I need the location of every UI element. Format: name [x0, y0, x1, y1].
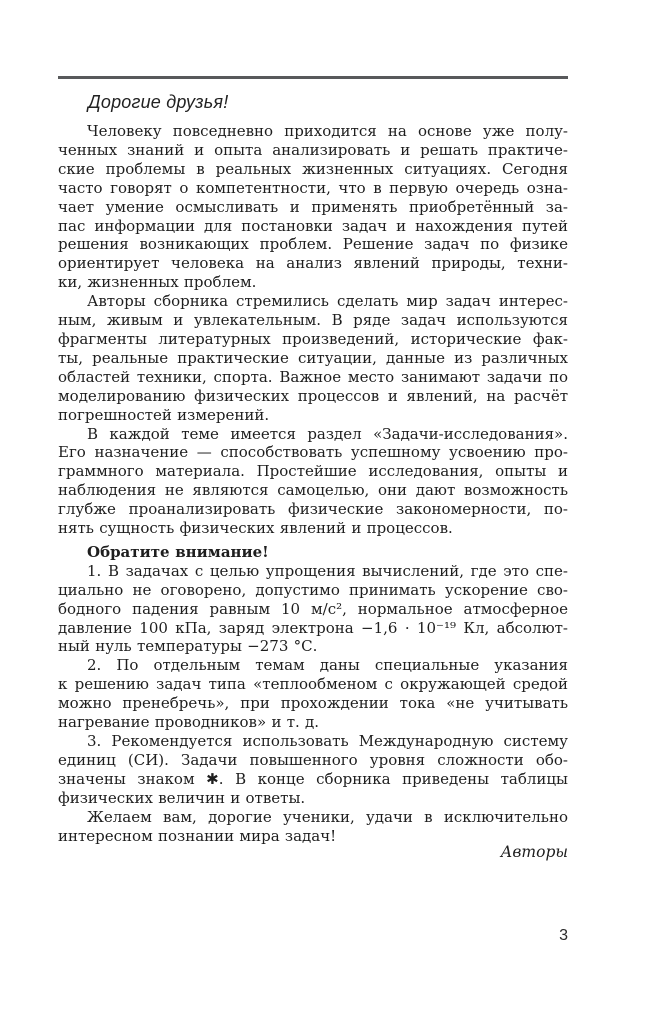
text-line: В каждой теме имеется раздел «Задачи-исследования». — [87, 424, 568, 443]
text-line: циально не оговорено, допустимо принимать ускорение сво- — [58, 580, 568, 599]
note-item-3 — [58, 732, 568, 808]
text-line: областей техники, спорта. Важное место занимают задачи по — [58, 367, 568, 386]
text-line: фрагменты литературных произведений, исторические фак- — [58, 329, 568, 348]
closing-paragraph — [58, 808, 568, 846]
text-line: бодного падения равным 10 м/с², нормальное атмосферное — [58, 599, 568, 618]
text-line: глубже проанализировать физические закономерности, по- — [58, 500, 568, 519]
text-line: 1. В задачах с целью упрощения вычислений, где это спе- — [87, 561, 568, 580]
note-item-1 — [58, 562, 568, 657]
text-line: граммного материала. Простейшие исследования, опыты и — [58, 462, 568, 481]
note-item-2 — [58, 656, 568, 732]
intro-paragraph-2 — [58, 292, 568, 424]
text-line: моделированию физических процессов и явлений, на расчёт — [58, 386, 568, 405]
intro-paragraph-1 — [58, 122, 568, 292]
text-line: физических величин и ответы. — [58, 788, 306, 807]
text-line: 2. По отдельным темам даны специальные указания — [87, 656, 568, 675]
text-line: наблюдения не являются самоцелью, они дают возможность — [58, 481, 568, 500]
paragraph-blocks — [58, 122, 568, 845]
text-line: пас информации для постановки задач и нахождения путей — [58, 216, 568, 235]
text-line: ки, жизненных проблем. — [58, 273, 257, 292]
text-line: нять сущность физических явлений и процессов. — [58, 519, 453, 538]
text-line: единиц (СИ). Задачи повышенного уровня сложности обо- — [58, 750, 568, 769]
text-line: нагревание проводников» и т. д. — [58, 713, 320, 732]
text-line: ченных знаний и опыта анализировать и решать практиче- — [58, 140, 568, 159]
text-line: чает умение осмысливать и применять приобретённый за- — [58, 197, 568, 216]
text-line: ный нуль температуры −273 °С. — [58, 637, 318, 656]
text-line: Желаем вам, дорогие ученики, удачи в исключительно — [87, 807, 568, 826]
text-line: можно пренебречь», при прохождении тока «не учитывать — [58, 694, 568, 713]
top-rule-divider — [58, 76, 568, 79]
text-line: ным, живым и увлекательным. В ряде задач используются — [58, 311, 568, 330]
text-line: давление 100 кПа, заряд электрона −1,6 · 10⁻¹⁹ Кл, абсолют- — [58, 618, 568, 637]
text-line: ориентирует человека на анализ явлений природы, техни- — [58, 254, 568, 273]
intro-paragraph-3 — [58, 425, 568, 538]
text-line: ты, реальные практические ситуации, данные из различных — [58, 348, 568, 367]
page-title: Дорогие друзья! — [88, 92, 229, 112]
page-number: 3 — [559, 927, 568, 944]
text-line: Его назначение — способствовать успешному усвоению про- — [58, 443, 568, 462]
text-line: Обратите внимание! — [87, 542, 269, 561]
note-heading — [58, 543, 568, 562]
authors-signature: Авторы — [500, 843, 568, 862]
text-line: к решению задач типа «теплообменом с окружающей средой — [58, 675, 568, 694]
text-line: 3. Рекомендуется использовать Международную систему — [87, 732, 568, 750]
preface-text — [58, 122, 568, 862]
text-line: ские проблемы в реальных жизненных ситуациях. Сегодня — [58, 159, 568, 178]
text-line: часто говорят о компетентности, что в первую очередь озна- — [58, 178, 568, 197]
text-line: интересном познании мира задач! — [58, 826, 337, 845]
text-line: Человеку повседневно приходится на основе уже полу- — [87, 122, 568, 140]
text-line: решения возникающих проблем. Решение задач по физике — [58, 235, 568, 254]
text-line: погрешностей измерений. — [58, 405, 270, 424]
text-line: Авторы сборника стремились сделать мир задач интерес- — [87, 292, 568, 311]
text-line: значены знаком ✱. В конце сборника приведены таблицы — [58, 769, 568, 788]
